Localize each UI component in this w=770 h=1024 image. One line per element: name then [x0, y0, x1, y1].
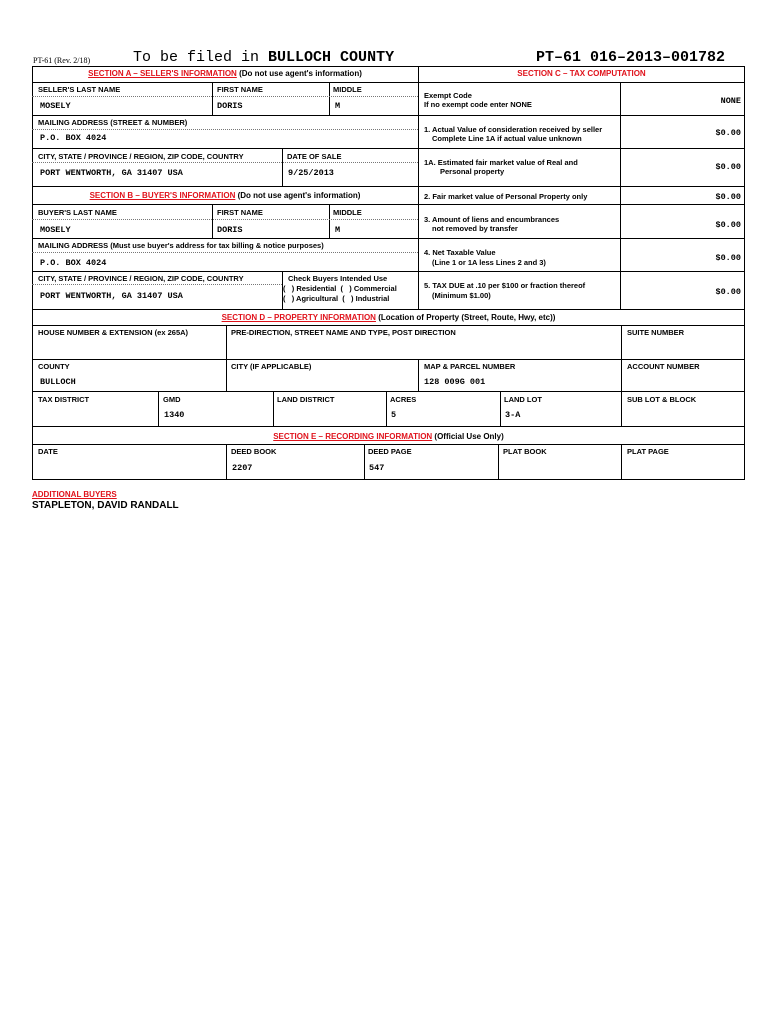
divider: [621, 444, 622, 480]
section-d-heading: SECTION D – PROPERTY INFORMATION: [221, 313, 376, 322]
land-lot-label: LAND LOT: [504, 395, 542, 404]
divider: [386, 391, 387, 426]
section-b-note: (Do not use agent's information): [237, 191, 361, 200]
land-lot-value[interactable]: 3-A: [505, 410, 521, 420]
rule: [32, 115, 418, 116]
divider: [226, 444, 227, 480]
intended-use-title: Check Buyers Intended Use: [288, 274, 388, 283]
section-d-note: (Location of Property (Street, Route, Hwy, etc)): [378, 313, 556, 322]
rule: [32, 444, 745, 445]
divider: [329, 83, 330, 115]
line1-value[interactable]: $0.00: [715, 128, 741, 138]
seller-mailing-label: MAILING ADDRESS (STREET & NUMBER): [38, 118, 188, 127]
divider: [282, 148, 283, 186]
exempt-code-value[interactable]: NONE: [720, 96, 741, 106]
divider: [500, 391, 501, 426]
rule: [32, 238, 418, 239]
seller-first-name[interactable]: DORIS: [217, 101, 243, 111]
section-e-note: (Official Use Only): [434, 432, 504, 441]
buyer-middle-label: MIDDLE: [333, 208, 362, 217]
seller-middle-label: MIDDLE: [333, 85, 362, 94]
seller-last-name-label: SELLER'S LAST NAME: [38, 85, 121, 94]
rule: [32, 391, 745, 392]
rule: [418, 204, 745, 205]
buyer-mailing-label: MAILING ADDRESS (Must use buyer's address for tax billing & notice purposes): [38, 241, 324, 250]
exempt-code-hint: If no exempt code enter NONE: [424, 100, 532, 109]
section-a-heading: SECTION A – SELLER'S INFORMATION: [88, 69, 237, 78]
deed-page-value[interactable]: 547: [369, 463, 385, 473]
buyer-middle[interactable]: M: [335, 225, 341, 235]
rule: [32, 325, 745, 326]
rule: [32, 359, 745, 360]
county-label: COUNTY: [38, 362, 70, 371]
line5-label: 5. TAX DUE at .10 per $100 or fraction thereof: [424, 281, 586, 290]
filed-in-county: [133, 49, 394, 66]
rule: [32, 96, 418, 97]
seller-middle[interactable]: M: [335, 101, 341, 111]
line1a-value[interactable]: $0.00: [715, 162, 741, 172]
county-value[interactable]: BULLOCH: [40, 377, 76, 387]
buyer-last-name-label: BUYER'S LAST NAME: [38, 208, 117, 217]
seller-mailing[interactable]: P.O. BOX 4024: [40, 133, 107, 143]
rule: [32, 129, 418, 130]
divider: [273, 391, 274, 426]
exempt-code-label: Exempt Code: [424, 91, 472, 100]
intended-use-row2[interactable]: ( ) Agricultural ( ) Industrial: [283, 294, 390, 303]
county-name: BULLOCH COUNTY: [268, 49, 395, 66]
rule: [32, 309, 745, 310]
divider: [329, 204, 330, 238]
land-district-label: LAND DISTRICT: [277, 395, 335, 404]
acres-label: ACRES: [390, 395, 417, 404]
date-of-sale[interactable]: 9/25/2013: [288, 168, 334, 178]
divider: [212, 83, 213, 115]
map-parcel-value[interactable]: 128 009G 001: [424, 377, 486, 387]
deed-page-label: DEED PAGE: [368, 447, 412, 456]
divider: [212, 204, 213, 238]
divider: [621, 391, 622, 426]
section-a-note: (Do not use agent's information): [239, 69, 362, 78]
plat-page-label: PLAT PAGE: [627, 447, 669, 456]
line4-hint: (Line 1 or 1A less Lines 2 and 3): [432, 258, 546, 267]
rule: [32, 252, 418, 253]
line3-value[interactable]: $0.00: [715, 220, 741, 230]
rule: [32, 162, 418, 163]
city-label: CITY (IF APPLICABLE): [231, 362, 312, 371]
recording-date-label: DATE: [38, 447, 58, 456]
document-number: PT–61 016–2013–001782: [536, 49, 726, 66]
section-a-title: [32, 69, 418, 78]
account-number-label: ACCOUNT NUMBER: [627, 362, 700, 371]
section-e-heading: SECTION E – RECORDING INFORMATION: [273, 432, 433, 441]
rule: [418, 238, 745, 239]
line2-label: 2. Fair market value of Personal Property only: [424, 192, 588, 201]
seller-last-name[interactable]: MOSELY: [40, 101, 71, 111]
suite-number-label: SUITE NUMBER: [627, 328, 685, 337]
rule: [32, 284, 282, 285]
acres-value[interactable]: 5: [391, 410, 397, 420]
column-divider: [418, 66, 419, 309]
sub-lot-label: SUB LOT & BLOCK: [627, 395, 697, 404]
section-d-title: [32, 313, 745, 322]
line5-hint: (Minimum $1.00): [432, 291, 491, 300]
amount-divider: [620, 83, 621, 309]
rule: [418, 186, 745, 187]
line1-hint: Complete Line 1A if actual value unknown: [432, 134, 582, 143]
rule: [32, 204, 418, 205]
rule: [418, 148, 745, 149]
buyer-mailing[interactable]: P.O. BOX 4024: [40, 258, 107, 268]
line5-value[interactable]: $0.00: [715, 287, 741, 297]
intended-use-row1[interactable]: ( ) Residential ( ) Commercial: [283, 284, 397, 293]
rule: [32, 148, 418, 149]
line3-hint: not removed by transfer: [432, 224, 518, 233]
line4-label: 4. Net Taxable Value: [424, 248, 496, 257]
section-c-heading: SECTION C – TAX COMPUTATION: [517, 69, 646, 78]
rule: [418, 271, 745, 272]
form-revision: PT-61 (Rev. 2/18): [33, 56, 91, 65]
street-label: PRE-DIRECTION, STREET NAME AND TYPE, POST DIRECTION: [231, 328, 456, 337]
gmd-value[interactable]: 1340: [164, 410, 185, 420]
divider: [621, 325, 622, 391]
divider: [226, 325, 227, 359]
section-b-heading: SECTION B – BUYER'S INFORMATION: [89, 191, 236, 200]
buyer-last-name[interactable]: MOSELY: [40, 225, 71, 235]
divider: [498, 444, 499, 480]
line1-label: 1. Actual Value of consideration received by seller: [424, 125, 603, 134]
buyer-city[interactable]: PORT WENTWORTH, GA 31407 USA: [40, 291, 183, 301]
map-parcel-label: MAP & PARCEL NUMBER: [424, 362, 516, 371]
section-c-title: [418, 69, 745, 78]
section-e-title: [32, 432, 745, 441]
date-of-sale-label: DATE OF SALE: [287, 152, 342, 161]
line1a-label: 1A. Estimated fair market value of Real and: [424, 158, 578, 167]
line1a-hint: Personal property: [440, 167, 505, 176]
divider: [158, 391, 159, 426]
rule: [32, 219, 418, 220]
plat-book-label: PLAT BOOK: [503, 447, 547, 456]
additional-buyer-name: STAPLETON, DAVID RANDALL: [32, 500, 179, 511]
section-b-title: [32, 191, 418, 200]
rule: [32, 186, 418, 187]
line2-value[interactable]: $0.00: [715, 192, 741, 202]
buyer-first-name-label: FIRST NAME: [217, 208, 263, 217]
gmd-label: GMD: [163, 395, 181, 404]
divider: [364, 444, 365, 480]
buyer-first-name[interactable]: DORIS: [217, 225, 243, 235]
rule: [32, 271, 418, 272]
divider: [418, 359, 419, 391]
tax-district-label: TAX DISTRICT: [38, 395, 90, 404]
rule: [418, 115, 745, 116]
line3-label: 3. Amount of liens and encumbrances: [424, 215, 560, 224]
filed-prefix: To be filed in: [133, 49, 260, 66]
deed-book-label: DEED BOOK: [231, 447, 277, 456]
rule: [32, 426, 745, 427]
buyer-city-label: CITY, STATE / PROVINCE / REGION, ZIP CODE, COUNTRY: [38, 274, 244, 283]
seller-city-label: CITY, STATE / PROVINCE / REGION, ZIP CODE, COUNTRY: [38, 152, 244, 161]
divider: [226, 359, 227, 391]
line4-value[interactable]: $0.00: [715, 253, 741, 263]
deed-book-value[interactable]: 2207: [232, 463, 253, 473]
house-number-label: HOUSE NUMBER & EXTENSION (ex 265A): [38, 328, 189, 337]
seller-first-name-label: FIRST NAME: [217, 85, 263, 94]
seller-city[interactable]: PORT WENTWORTH, GA 31407 USA: [40, 168, 183, 178]
rule: [32, 82, 745, 83]
additional-buyers-title: ADDITIONAL BUYERS: [32, 490, 117, 499]
